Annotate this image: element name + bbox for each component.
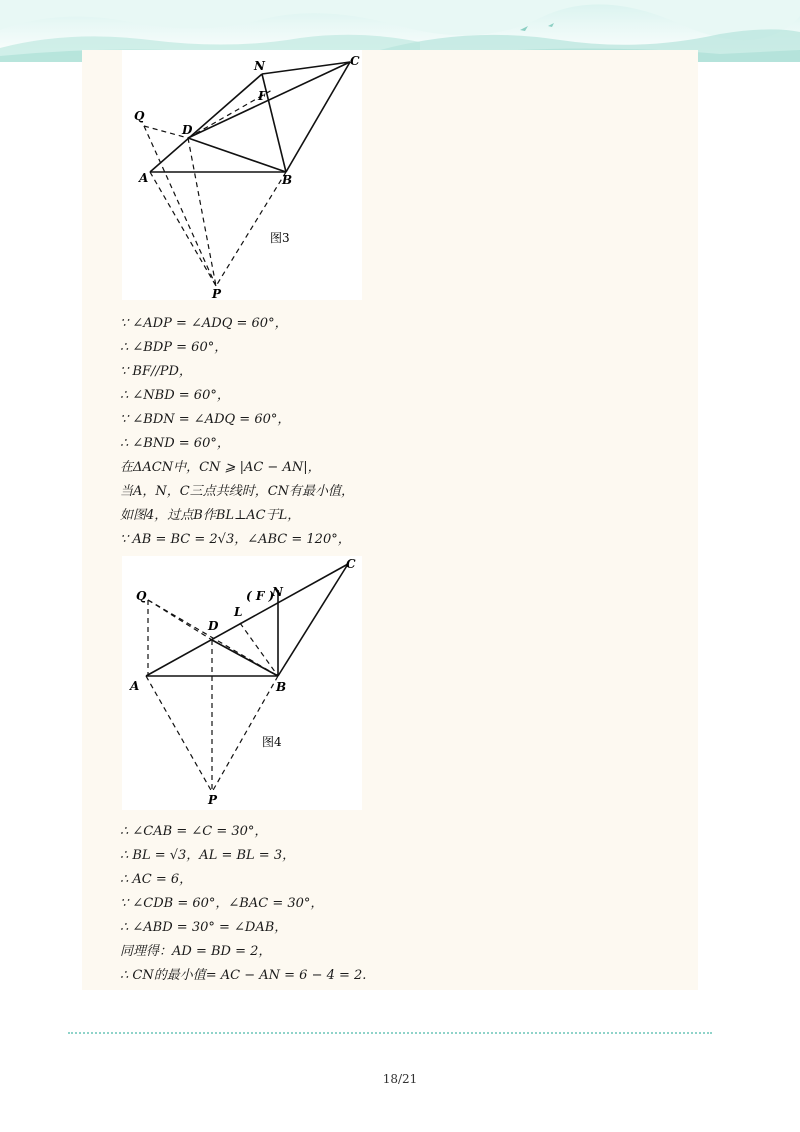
proof-line-2: ∴ ∠BDP = 60°， (120, 340, 228, 355)
proof-line-16: 同理得：AD = BD = 2， (120, 944, 272, 959)
fig4-point-B: B (276, 680, 287, 694)
proof-line-4: ∴ ∠NBD = 60°， (120, 388, 230, 403)
proof-line-9: 如图4，过点B作BL⊥AC于L， (120, 508, 301, 523)
fig3-point-N: N (254, 59, 265, 73)
proof-line-6: ∴ ∠BND = 60°， (120, 436, 230, 451)
fig3-point-F: F (258, 89, 267, 103)
fig4-caption: 图4 (262, 735, 282, 749)
fig3-point-Q: Q (134, 109, 145, 123)
fig3-point-A: A (139, 171, 149, 185)
proof-line-10: ∵ AB = BC = 2√3，∠ABC = 120°， (120, 532, 351, 547)
fig3-point-B: B (282, 173, 293, 187)
proof-line-12: ∴ BL = √3，AL = BL = 3， (120, 848, 296, 863)
proof-line-15: ∴ ∠ABD = 30° = ∠DAB， (120, 920, 288, 935)
fig4-point-C: C (346, 557, 356, 571)
fig3-point-P: P (212, 287, 222, 300)
proof-line-11: ∴ ∠CAB = ∠C = 30°， (120, 824, 268, 839)
fig4-point-Q: Q (136, 589, 147, 603)
proof-line-7: 在ΔACN中，CN ⩾ |AC − AN|， (120, 460, 321, 475)
figure-3 (122, 50, 362, 300)
proof-line-5: ∵ ∠BDN = ∠ADQ = 60°， (120, 412, 291, 427)
proof-line-3: ∵ BF//PD， (120, 364, 192, 379)
proof-line-1: ∵ ∠ADP = ∠ADQ = 60°， (120, 316, 288, 331)
fig3-caption: 图3 (270, 231, 290, 245)
proof-line-17: ∴ CN的最小值= AC − AN = 6 − 4 = 2. (120, 968, 367, 983)
footer-divider (68, 1032, 712, 1034)
fig4-point-L: L (234, 605, 243, 619)
page-number: 18/21 (382, 1072, 418, 1086)
proof-line-14: ∵ ∠CDB = 60°，∠BAC = 30°， (120, 896, 324, 911)
fig4-point-F: ( F ) (246, 589, 275, 603)
fig3-point-C: C (350, 54, 360, 68)
figure-4 (122, 556, 362, 810)
fig4-point-N: N (272, 585, 283, 599)
fig4-point-P: P (208, 793, 218, 807)
fig4-point-D: D (208, 619, 219, 633)
fig4-point-A: A (130, 679, 140, 693)
fig3-point-D: D (182, 123, 193, 137)
proof-line-8: 当A，N，C三点共线时，CN有最小值， (120, 484, 355, 499)
proof-line-13: ∴ AC = 6， (120, 872, 193, 887)
